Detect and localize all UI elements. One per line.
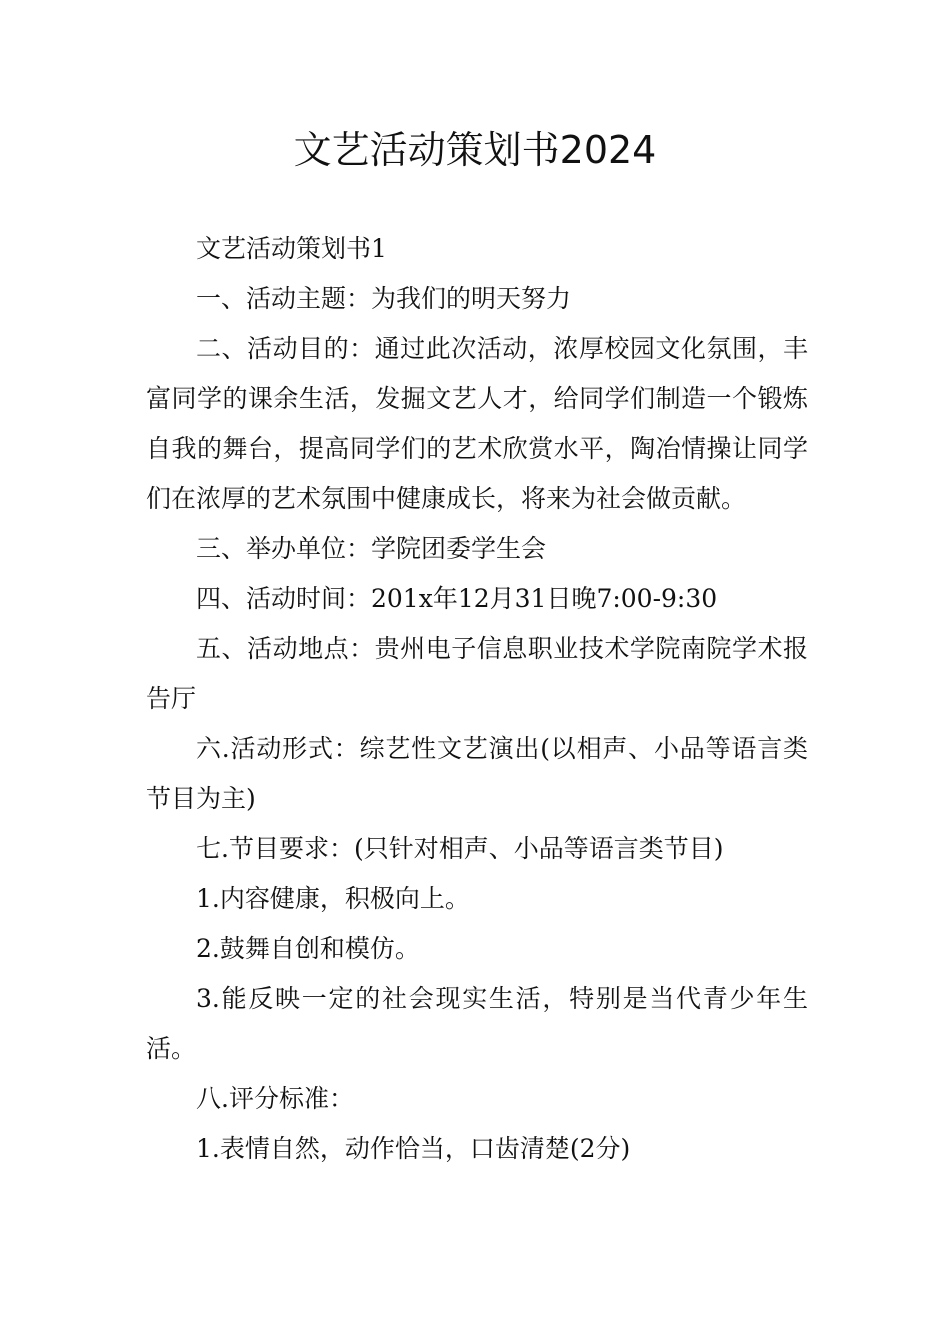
paragraph-purpose: 二、活动目的：通过此次活动，浓厚校园文化氛围，丰富同学的课余生活，发掘文艺人才，给同学们制造一个锻炼自我的舞台，提高同学们的艺术欣赏水平，陶冶情操让同学们在浓厚的艺术氛围中健康成长，将来为社会做贡献。 [146,334,808,513]
paragraph-subtitle: 文艺活动策划书1 [196,234,387,263]
paragraph-requirement-2: 2.鼓舞自创和模仿。 [196,934,420,963]
paragraph-location: 五、活动地点：贵州电子信息职业技术学院南院学术报告厅 [146,634,808,713]
paragraph-scoring: 八.评分标准： [196,1084,354,1113]
paragraph-format: 六.活动形式：综艺性文艺演出(以相声、小品等语言类节目为主) [146,734,808,813]
document-body [146,224,808,1174]
paragraph-time: 四、活动时间：201x年12月31日晚7:00-9:30 [196,584,718,613]
document-title: 文艺活动策划书2024 [293,128,657,172]
paragraph-requirement-1: 1.内容健康，积极向上。 [196,884,470,913]
paragraph-requirement-3: 3.能反映一定的社会现实生活，特别是当代青少年生活。 [146,984,808,1063]
paragraph-theme: 一、活动主题：为我们的明天努力 [196,284,572,313]
paragraph-organizer: 三、举办单位：学院团委学生会 [196,534,547,563]
paragraph-scoring-1: 1.表情自然，动作恰当，口齿清楚(2分) [196,1134,631,1163]
paragraph-requirements: 七.节目要求：(只针对相声、小品等语言类节目) [196,834,724,863]
